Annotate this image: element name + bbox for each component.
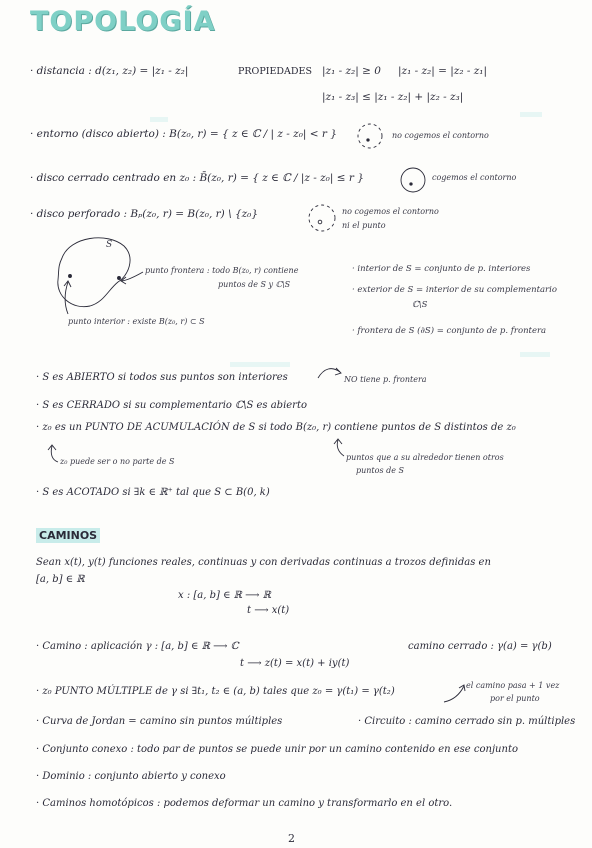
arrow-icon (65, 282, 68, 314)
frontier-point-icon (118, 277, 121, 280)
punto-multiple-note-2: por el punto (490, 694, 540, 703)
punto-frontera-line-2: puntos de S y ℂ\S (218, 280, 291, 289)
conexo-line: · Conjunto conexo : todo par de puntos se puede unir por un camino contenido en ese conjunto (36, 744, 518, 755)
acumulacion-note-right-1: puntos que a su alrededor tienen otros (346, 453, 504, 462)
cerrado-line: · S es CERRADO si su complementario ℂ\S es abierto (36, 400, 308, 411)
arrow-icon (444, 686, 464, 702)
sean-line-1: Sean x(t), y(t) funciones reales, continuas y con derivadas continuas a trozos definidas en (36, 557, 491, 568)
dominio-line: · Dominio : conjunto abierto y conexo (36, 771, 226, 782)
camino-line-1: · Camino : aplicación γ : [a, b] ∈ ℝ ⟶ ℂ (36, 641, 239, 652)
disco-cerrado-note: cogemos el contorno (432, 173, 517, 182)
center-point-icon (367, 139, 369, 141)
punto-multiple-note-1: el camino pasa + 1 vez (466, 681, 560, 690)
acumulacion-line: · z₀ es un PUNTO DE ACUMULACIÓN de S si todo B(z₀, r) contiene puntos de S distintos de z₀ (36, 422, 516, 433)
acotado-line: · S es ACOTADO si ∃k ∈ ℝ⁺ tal que S ⊂ B(0, k) (36, 487, 270, 498)
acumulacion-note-left: z₀ puede ser o no parte de S (60, 457, 175, 466)
page-number: 2 (288, 832, 295, 845)
homotopicos-line: · Caminos homotópicos : podemos deformar un camino y transformarlo en el otro. (36, 798, 453, 809)
frontera-definition: · frontera de S (∂S) = conjunto de p. frontera (352, 326, 547, 336)
property-3: |z₁ - z₃| ≤ |z₁ - z₂| + |z₂ - z₃| (322, 91, 464, 103)
sean-line-2: [a, b] ∈ ℝ (36, 574, 85, 585)
disco-cerrado-line: · disco cerrado centrado en z₀ : B̄(z₀, r) = { z ∈ ℂ / |z - z₀| ≤ r } (30, 172, 364, 184)
abierto-line: · S es ABIERTO si todos sus puntos son interiores (36, 372, 288, 383)
set-s-shape (58, 238, 130, 307)
perforado-note-2: ni el punto (342, 221, 386, 230)
perforated-disk-icon (309, 205, 335, 231)
camino-cerrado: camino cerrado : γ(a) = γ(b) (408, 641, 552, 652)
exterior-complement: ℂ\S (412, 300, 428, 310)
property-1: |z₁ - z₂| ≥ 0 (322, 65, 381, 77)
interior-definition: · interior de S = conjunto de p. interiores (352, 264, 531, 274)
distancia-line: · distancia : d(z₁, z₂) = |z₁ - z₂| (30, 65, 189, 77)
map-line-1: x : [a, b] ∈ ℝ ⟶ ℝ (178, 590, 271, 601)
camino-line-2: t ⟶ z(t) = x(t) + iy(t) (240, 658, 350, 669)
exterior-definition: · exterior de S = interior de su complementario (352, 285, 557, 295)
map-line-2: t ⟶ x(t) (247, 605, 290, 616)
arrow-icon (318, 369, 340, 378)
set-s-label: S (106, 240, 113, 250)
propiedades-label: PROPIEDADES (238, 66, 312, 77)
punto-frontera-line-1: punto frontera : todo B(z₀, r) contiene (145, 266, 299, 275)
property-2: |z₁ - z₂| = |z₂ - z₁| (398, 65, 488, 77)
punto-multiple-line: · z₀ PUNTO MÚLTIPLE de γ si ∃t₁, t₂ ∈ (a, b) tales que z₀ = γ(t₁) = γ(t₂) (36, 686, 395, 697)
jordan-line: · Curva de Jordan = camino sin puntos múltiples (36, 716, 283, 727)
entorno-line: · entorno (disco abierto) : B(z₀, r) = { z ∈ ℂ / | z - z₀| < r } (30, 128, 337, 140)
caminos-heading: CAMINOS (36, 528, 100, 543)
circuito-line: · Circuito : camino cerrado sin p. múltiples (358, 716, 576, 727)
interior-point-icon (69, 275, 72, 278)
open-disk-icon (358, 124, 382, 148)
acumulacion-note-right-2: puntos de S (356, 466, 404, 475)
abierto-note: NO tiene p. frontera (344, 375, 427, 384)
disco-perforado-line: · disco perforado : Bₚ(z₀, r) = B(z₀, r) \ {z₀} (30, 208, 259, 220)
closed-disk-icon (401, 168, 425, 192)
punto-interior-label: punto interior : existe B(z₀, r) ⊂ S (68, 317, 205, 326)
page-title: TOPOLOGÍA (30, 6, 216, 37)
perforado-note-1: no cogemos el contorno (342, 207, 439, 216)
entorno-note: no cogemos el contorno (392, 131, 489, 140)
